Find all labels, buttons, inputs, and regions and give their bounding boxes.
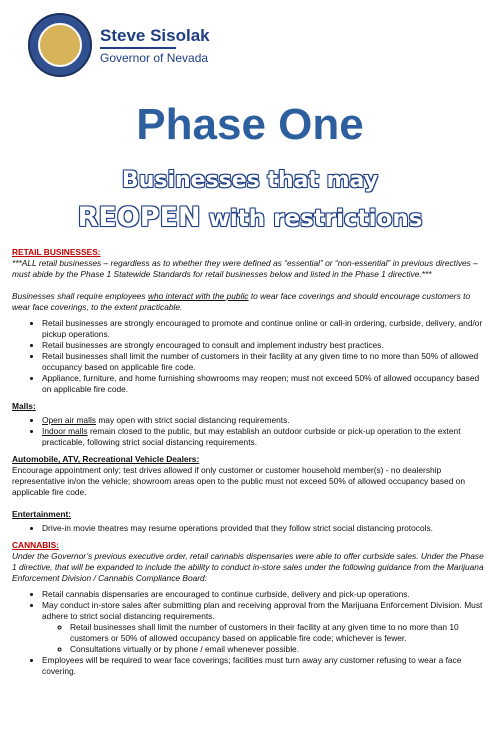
list-item: ◦ Retail businesses shall limit the number of customers in their facility at any given time to no more than 10 customers or 50% of allowed occupancy based on applicable fire code; whichever is fewer. xyxy=(70,622,488,644)
subtitle-line-1: Businesses that may xyxy=(121,168,379,193)
retail-note: ***ALL retail businesses – regardless as to whether they were defined as “essential” or “non-essential” in previous directives – must abide by the Phase 1 Statewide Standards for retail businesses below and listed in the Phase 1 directive.*** xyxy=(12,258,478,279)
retail-masks: Businesses shall require employees who interact with the public to wear face coverings and should encourage customers to wear face coverings, to the extent practicable. xyxy=(12,291,471,312)
cannabis-bullets xyxy=(12,589,488,677)
list-item: • Drive-in movie theatres may resume operations provided that they follow strict social distancing protocols. xyxy=(42,523,488,534)
list-item: • Retail cannabis dispensaries are encouraged to continue curbside, delivery and pick-up operations. xyxy=(42,589,488,600)
list-item: • Open air malls may open with strict social distancing requirements. xyxy=(42,415,488,426)
subtitle-line-2 xyxy=(0,202,500,233)
header xyxy=(28,14,210,76)
list-item: • May conduct in-store sales after submitting plan and receiving approval from the Marijuana Enforcement Division. Must adhere to strict social distancing requirements. ◦ Retail businesses shall limit the number of customers in their facility at any given time to no more than 10 customers or 50% of allowed occupancy based on applicable fire code; whichever is fewer. ◦ Consultations virtually or by phone / email whenever possible. xyxy=(42,600,488,655)
content xyxy=(12,247,488,683)
list-item: • Retail businesses are strongly encouraged to promote and continue online or call-in ordering, curbside, delivery, and/or pickup operations. xyxy=(42,318,488,340)
subtitle-rest: with restrictions xyxy=(200,206,423,232)
cannabis-heading: CANNABIS: xyxy=(12,540,59,550)
list-item: ◦ Consultations virtually or by phone / email whenever possible. xyxy=(70,644,488,655)
subtitle-reopen: REOPEN xyxy=(77,202,201,233)
page-title: Phase One xyxy=(136,100,364,149)
divider xyxy=(100,47,176,49)
list-item: • Appliance, furniture, and home furnishing showrooms may reopen; must not exceed 50% of allowed occupancy based on applicable fire code. xyxy=(42,373,488,395)
cannabis-sub-bullets xyxy=(42,622,488,655)
list-item: • Retail businesses shall limit the number of customers in their facility at any given time to no more than 50% of allowed occupancy based on applicable fire code. xyxy=(42,351,488,373)
governor-title: Governor of Nevada xyxy=(100,50,209,65)
nevada-seal-icon xyxy=(28,13,92,77)
retail-heading: RETAIL BUSINESSES: xyxy=(12,247,101,257)
retail-bullets xyxy=(12,318,488,395)
auto-heading: Automobile, ATV, Recreational Vehicle Dealers: xyxy=(12,454,200,464)
list-item: • Employees will be required to wear face coverings; facilities must turn away any customer refusing to wear a face covering. xyxy=(42,655,488,677)
cannabis-intro: Under the Governor’s previous executive order, retail cannabis dispensaries were able to offer curbside sales. Under the Phase 1 directive, that will be expanded to include the ability to conduct in-store sales under the following guidance from the Marijuana Enforcement Division / Cannabis Compliance Board: xyxy=(12,551,484,583)
malls-heading: Malls: xyxy=(12,401,36,411)
malls-bullets xyxy=(12,415,488,448)
list-item: • Retail businesses are strongly encouraged to consult and implement industry best practices. xyxy=(42,340,488,351)
governor-name: Steve Sisolak xyxy=(100,25,210,45)
entertainment-bullets xyxy=(12,523,488,534)
auto-text: Encourage appointment only; test drives allowed if only customer or customer household member(s) - no dealership representative in/on the vehicle; showroom areas open to the public must not exceed 50% of allowed occupancy based on applicable fire code. xyxy=(12,465,465,497)
governor-block xyxy=(100,26,210,65)
entertainment-heading: Entertainment: xyxy=(12,509,72,519)
list-item: • Indoor malls remain closed to the public, but may establish an outdoor curbside or pick-up operation to the extent practicable, following strict social distancing requirements. xyxy=(42,426,488,448)
